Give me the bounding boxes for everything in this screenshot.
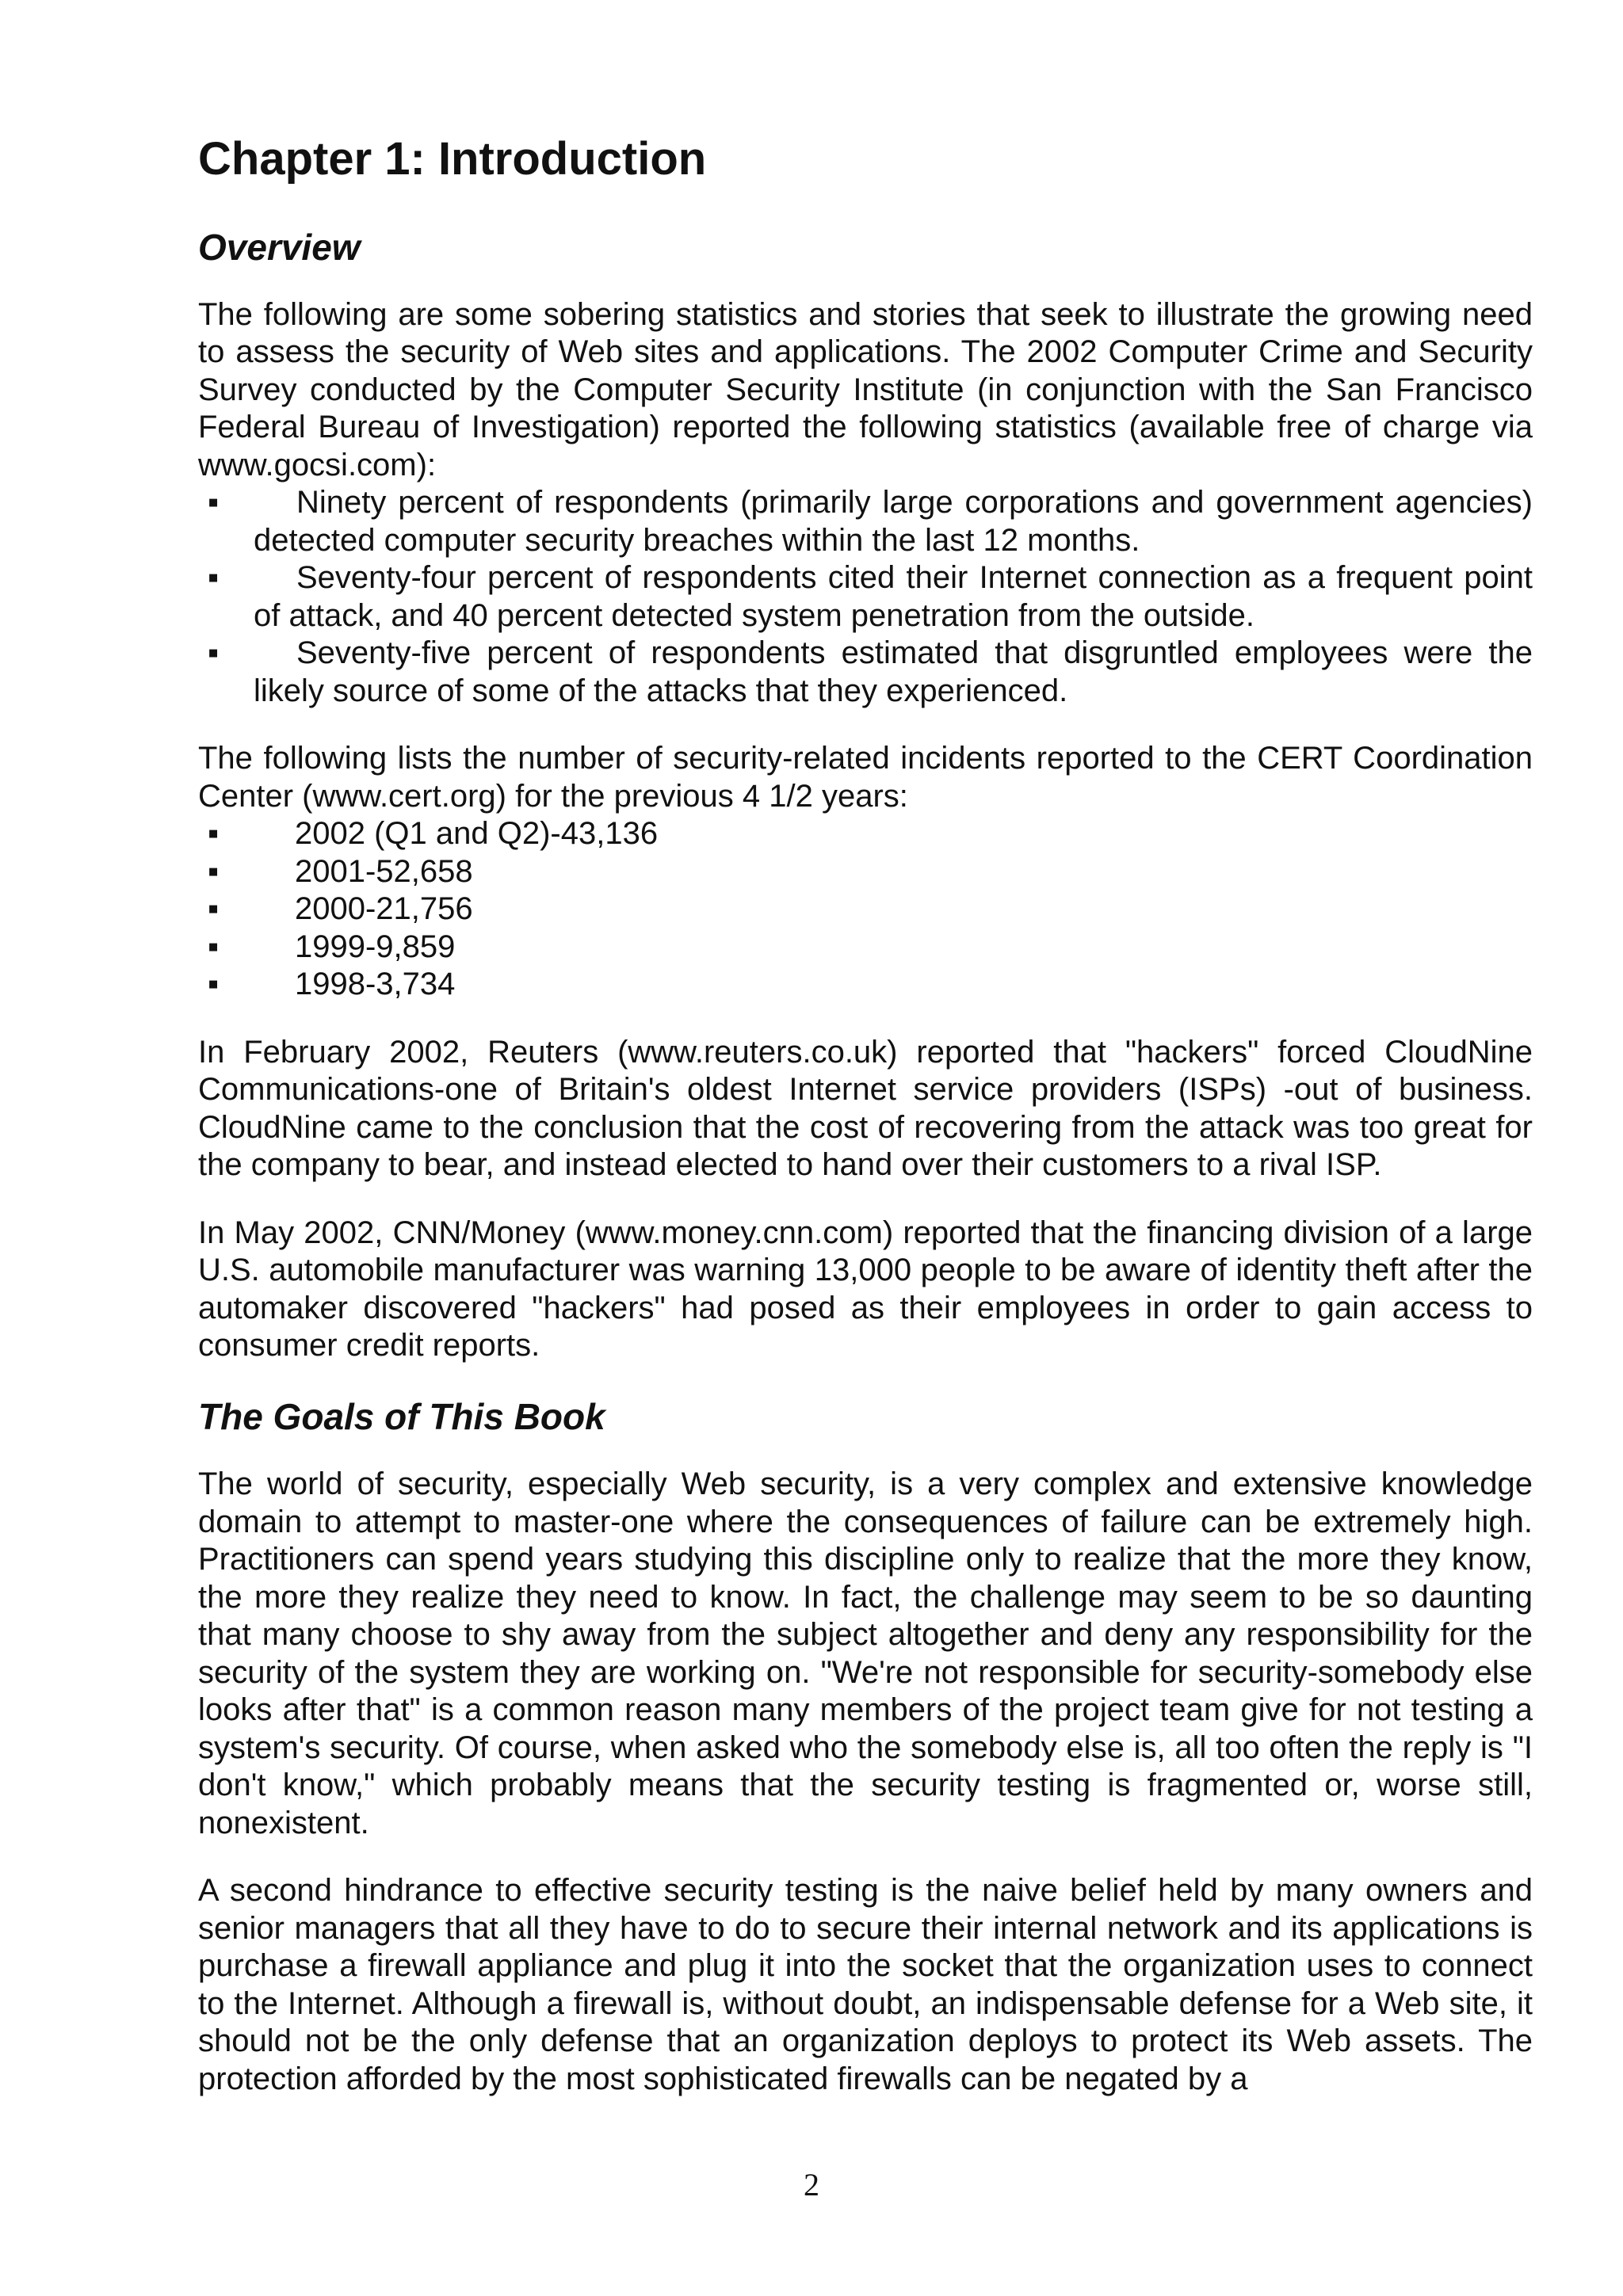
bullet-icon: ▪ [208,816,220,852]
bullet-icon: ▪ [208,967,220,1002]
list-item: ▪ Seventy-four percent of respondents cited their Internet connection as a frequent point of attack, and 40 percent detected system penetration from the outside. [208,560,1533,633]
overview-heading: Overview [198,226,361,268]
goals-paragraph-1: The world of security, especially Web security, is a very complex and extensive knowledge domain to attempt to master-one where the consequences of failure can be extremely high. Practitioners can spend years studying this discipline only to realize that the more they know, the more they realize they need to know. In fact, the challenge may seem to be so daunting that many choose to shy away from the subject altogether and deny any responsibility for the security of the system they are working on. "We're not responsible for security-somebody else looks after that" is a common reason many members of the project team give for not testing a system's security. Of course, when asked who the somebody else is, all too often the reply is "I don't know," which probably means that the security testing is fragmented or, worse still, nonexistent. [198,1466,1533,1840]
goals-paragraph-2: A second hindrance to effective security testing is the naive belief held by many owners and senior managers that all they have to do to secure their internal network and its applications is purchase a firewall appliance and plug it into the socket that the organization uses to connect to the Internet. Although a firewall is, without doubt, an indispensable defense for a Web site, it should not be the only defense that an organization deploys to protect its Web assets. The protection afforded by the most sophisticated firewalls can be negated by a [198,1873,1533,2096]
list-item: ▪ 2001-52,658 [198,853,1533,891]
reuters-paragraph: In February 2002, Reuters (www.reuters.co.uk) reported that "hackers" forced CloudNine Communications-one of Britain's oldest Internet service providers (ISPs) -out of business. CloudNine came to the conclusion that the cost of recovering from the attack was too great for the company to bear, and instead elected to hand over their customers to a rival ISP. [198,1034,1533,1183]
goals-heading: The Goals of This Book [198,1395,605,1437]
bullet-icon: ▪ [208,635,220,671]
list-item: ▪ 1999-9,859 [198,929,1533,967]
overview-intro-paragraph: The following are some sobering statistics and stories that seek to illustrate the growing need to assess the security of Web sites and applications. The 2002 Computer Crime and Security Survey conducted by the Computer Security Institute (in conjunction with the San Francisco Federal Bureau of Investigation) reported the following statistics (available free of charge via www.gocsi.com): [198,296,1533,482]
bullet-icon: ▪ [208,560,220,596]
list-item: ▪ Seventy-five percent of respondents estimated that disgruntled employees were the likely source of some of the attacks that they experienced. [208,635,1533,708]
cnn-paragraph: In May 2002, CNN/Money (www.money.cnn.com) reported that the financing division of a large U.S. automobile manufacturer was warning 13,000 people to be aware of identity theft after the automaker discovered "hackers" had posed as their employees in order to gain access to consumer credit reports. [198,1215,1533,1363]
bullet-icon: ▪ [208,485,220,521]
bullet-icon: ▪ [208,853,220,889]
bullet-icon: ▪ [208,929,220,964]
survey-stats-list [198,484,1533,710]
chapter-title: Chapter 1: Introduction [198,133,707,185]
list-item: ▪ 1998-3,734 [198,966,1533,1004]
page-number: 2 [804,2167,819,2203]
page-content [198,133,1533,2128]
cert-intro-paragraph: The following lists the number of security-related incidents reported to the CERT Coordination Center (www.cert.org) for the previous 4 1/2 years: [198,741,1533,814]
bullet-icon: ▪ [208,891,220,927]
list-item: ▪ 2002 (Q1 and Q2)-43,136 [198,815,1533,853]
list-item: ▪ Ninety percent of respondents (primarily large corporations and government agencies) detected computer security breaches within the last 12 months. [208,485,1533,558]
list-item: ▪ 2000-21,756 [198,891,1533,929]
cert-incidents-list [198,815,1533,1004]
